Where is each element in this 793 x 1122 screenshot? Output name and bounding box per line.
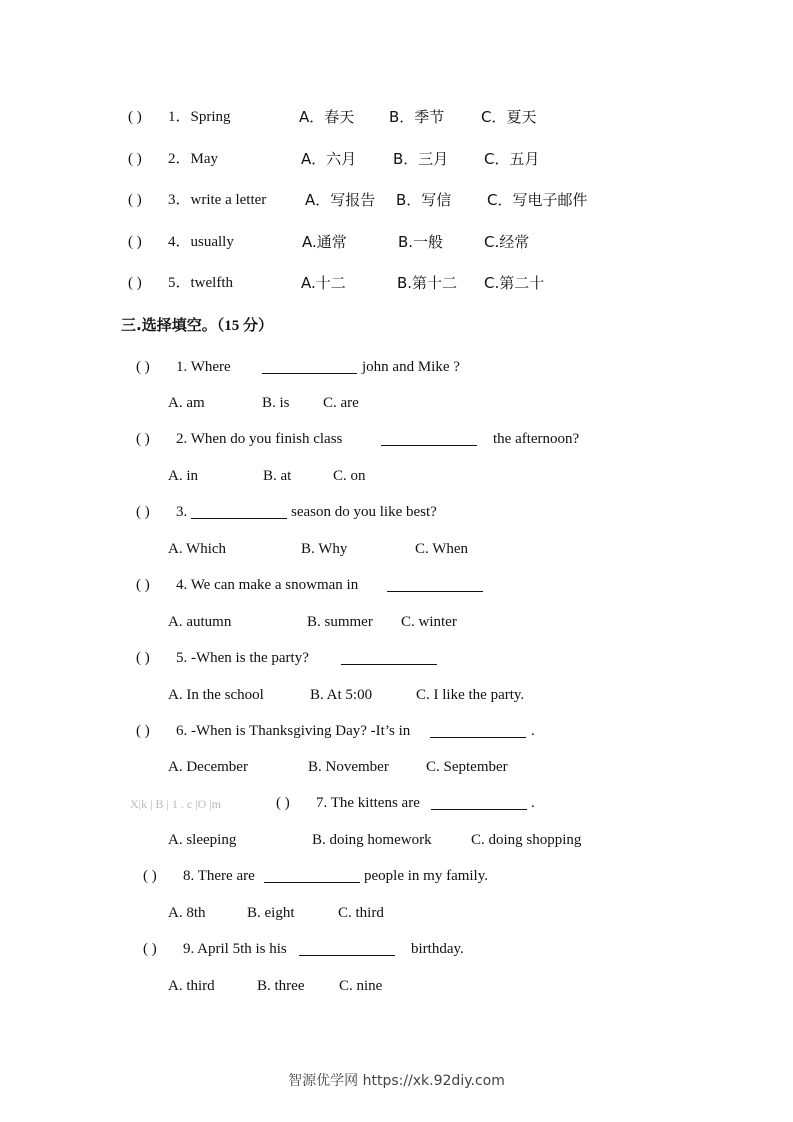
vocab-word: 1．Spring	[168, 109, 231, 125]
option-b: B．季节	[389, 108, 445, 126]
section-title: 三.选择填空。	[121, 316, 217, 334]
option-b: B. Why	[301, 541, 348, 557]
question-stem-end: people in my family.	[364, 868, 488, 884]
answer-paren: ( )	[136, 359, 150, 375]
answer-paren: ( )	[128, 109, 142, 125]
option-a: A. 8th	[168, 905, 206, 921]
answer-blank	[430, 723, 526, 738]
question-stem: 7. The kittens are	[316, 795, 420, 811]
answer-paren: ( )	[136, 504, 150, 520]
section-score: （15 分）	[216, 318, 273, 334]
option-c: C. on	[333, 468, 366, 484]
option-c: C. are	[323, 395, 359, 411]
option-c: C. When	[415, 541, 469, 557]
option-c: C. I like the party.	[416, 687, 525, 703]
option-a: A. in	[168, 468, 198, 484]
option-b: B. is	[262, 395, 290, 411]
option-a: A．春天	[299, 108, 355, 126]
question-stem-end: john and Mike ?	[362, 359, 460, 375]
vocab-word: 5．twelfth	[168, 275, 233, 291]
option-a: A.十二	[301, 274, 346, 292]
option-a: A.通常	[302, 233, 347, 251]
option-c: C. September	[426, 759, 508, 775]
option-a: A. In the school	[168, 687, 264, 703]
answer-blank	[264, 868, 360, 883]
question-stem: 8. There are	[183, 868, 255, 884]
option-b: B. doing homework	[312, 832, 432, 848]
option-a: A. sleeping	[168, 832, 237, 848]
answer-paren: ( )	[128, 151, 142, 167]
question-stem: 3.	[176, 504, 188, 520]
option-a: A．六月	[301, 150, 357, 168]
option-b: B. three	[257, 978, 305, 994]
answer-paren: ( )	[143, 941, 157, 957]
question-stem-end: .	[531, 795, 535, 811]
option-b: B. eight	[247, 905, 295, 921]
footer-source: 智源优学网 https://xk.92diy.com	[288, 1073, 505, 1089]
option-b: B. November	[308, 759, 389, 775]
option-c: C. third	[338, 905, 384, 921]
answer-paren: ( )	[136, 650, 150, 666]
answer-paren: ( )	[136, 577, 150, 593]
option-a: A. am	[168, 395, 205, 411]
answer-blank	[262, 359, 357, 374]
section-heading	[121, 314, 273, 335]
answer-paren: ( )	[136, 431, 150, 447]
answer-blank	[341, 650, 437, 665]
option-a: A. autumn	[168, 614, 232, 630]
option-b: B. summer	[307, 614, 373, 630]
option-c: C.第二十	[484, 274, 545, 292]
question-stem: 4. We can make a snowman in	[176, 577, 359, 593]
vocab-word: 2．May	[168, 151, 218, 167]
option-c: C.经常	[484, 233, 530, 251]
option-c: C．五月	[484, 150, 540, 168]
question-stem-end: the afternoon?	[493, 431, 580, 447]
answer-paren: ( )	[128, 234, 142, 250]
answer-blank	[299, 941, 395, 956]
option-c: C．写电子邮件	[487, 191, 588, 209]
answer-paren: ( )	[136, 723, 150, 739]
option-c: C. nine	[339, 978, 383, 994]
vocab-word: 3．write a letter	[168, 192, 267, 208]
answer-blank	[191, 504, 287, 519]
watermark-text: X|k | B | 1 . c |O |m	[130, 797, 222, 811]
answer-paren: ( )	[128, 275, 142, 291]
option-b: B. at	[263, 468, 292, 484]
answer-paren: ( )	[143, 868, 157, 884]
question-stem-end: season do you like best?	[291, 504, 437, 520]
answer-paren: ( )	[128, 192, 142, 208]
option-a: A. Which	[168, 541, 227, 557]
answer-blank	[431, 795, 527, 810]
option-b: B.一般	[398, 233, 444, 251]
answer-blank	[381, 431, 477, 446]
question-stem-end: .	[531, 723, 535, 739]
option-b: B. At 5:00	[310, 687, 373, 703]
option-b: B．三月	[393, 150, 449, 168]
option-b: B.第十二	[397, 274, 458, 292]
question-stem: 1. Where	[176, 359, 231, 375]
option-c: C．夏天	[481, 108, 537, 126]
option-a: A. third	[168, 978, 215, 994]
vocab-word: 4．usually	[168, 234, 234, 250]
question-stem: 5. -When is the party?	[176, 650, 309, 666]
question-stem: 2. When do you finish class	[176, 431, 343, 447]
question-stem-end: birthday.	[411, 941, 464, 957]
answer-paren: ( )	[276, 795, 290, 811]
option-b: B．写信	[396, 191, 452, 209]
option-a: A. December	[168, 759, 248, 775]
option-c: C. winter	[401, 614, 457, 630]
answer-blank	[387, 577, 483, 592]
question-stem: 9. April 5th is his	[183, 941, 287, 957]
option-c: C. doing shopping	[471, 832, 582, 848]
option-a: A．写报告	[305, 191, 376, 209]
question-stem: 6. -When is Thanksgiving Day? -It’s in	[176, 723, 411, 739]
